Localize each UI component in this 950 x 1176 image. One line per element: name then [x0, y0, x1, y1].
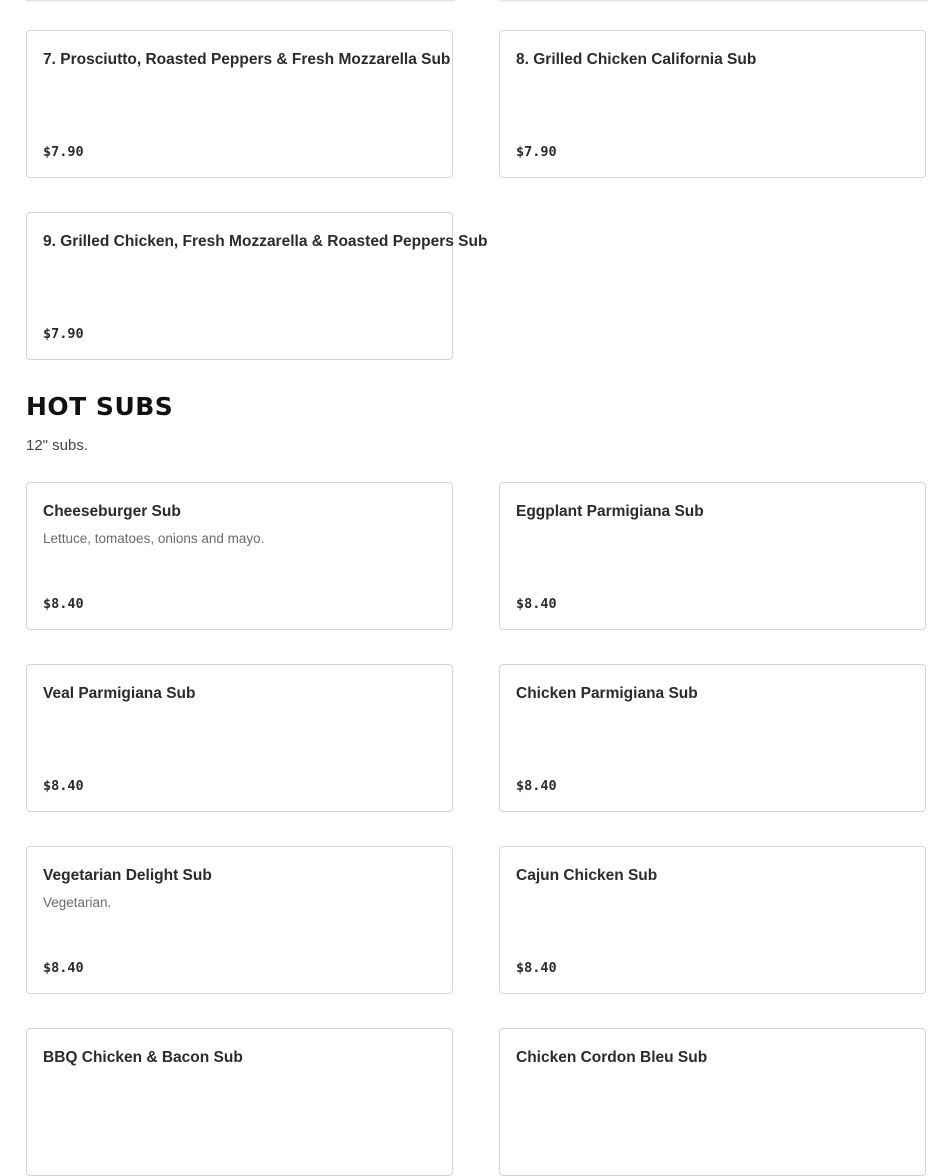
menu-item-price: $7.90 [516, 144, 557, 160]
menu-item-description: Lettuce, tomatoes, onions and mayo. [43, 531, 265, 546]
previous-card-edge-left [26, 0, 455, 1]
section-title: HOT SUBS [26, 392, 174, 421]
menu-item-name: 7. Prosciutto, Roasted Peppers & Fresh Mozzarella Sub [43, 51, 451, 68]
menu-item-card[interactable] [499, 482, 926, 630]
menu-item-name: BBQ Chicken & Bacon Sub [43, 1049, 243, 1066]
menu-item-card[interactable] [26, 30, 453, 178]
menu-item-name: Eggplant Parmigiana Sub [516, 503, 704, 520]
menu-item-card[interactable] [499, 664, 926, 812]
menu-item-price: $8.40 [43, 596, 84, 612]
menu-item-description: Vegetarian. [43, 895, 112, 910]
menu-item-card[interactable] [499, 1028, 926, 1176]
menu-item-card[interactable] [26, 664, 453, 812]
menu-item-name: Chicken Cordon Bleu Sub [516, 1049, 708, 1066]
menu-item-price: $7.90 [43, 326, 84, 342]
section-subtitle: 12" subs. [26, 437, 89, 454]
menu-item-price: $8.40 [516, 596, 557, 612]
menu-item-price: $8.40 [516, 960, 557, 976]
menu-item-price: $8.40 [43, 778, 84, 794]
menu-item-card[interactable] [499, 30, 926, 178]
menu-item-card[interactable] [26, 1028, 453, 1176]
menu-item-price: $7.90 [43, 144, 84, 160]
menu-item-name: 9. Grilled Chicken, Fresh Mozzarella & Roasted Peppers Sub [43, 233, 488, 250]
menu-item-name: Vegetarian Delight Sub [43, 867, 212, 884]
menu-item-name: 8. Grilled Chicken California Sub [516, 51, 757, 68]
menu-item-name: Veal Parmigiana Sub [43, 685, 196, 702]
menu-item-card[interactable] [26, 482, 453, 630]
menu-item-card[interactable] [26, 212, 488, 360]
menu-item-price: $8.40 [43, 960, 84, 976]
menu-item-name: Cheeseburger Sub [43, 503, 181, 520]
menu-item-name: Cajun Chicken Sub [516, 867, 658, 884]
menu-item-card[interactable] [499, 846, 926, 994]
previous-card-edge-right [499, 0, 928, 1]
menu-item-name: Chicken Parmigiana Sub [516, 685, 698, 702]
menu-item-card[interactable] [26, 846, 453, 994]
menu-item-price: $8.40 [516, 778, 557, 794]
